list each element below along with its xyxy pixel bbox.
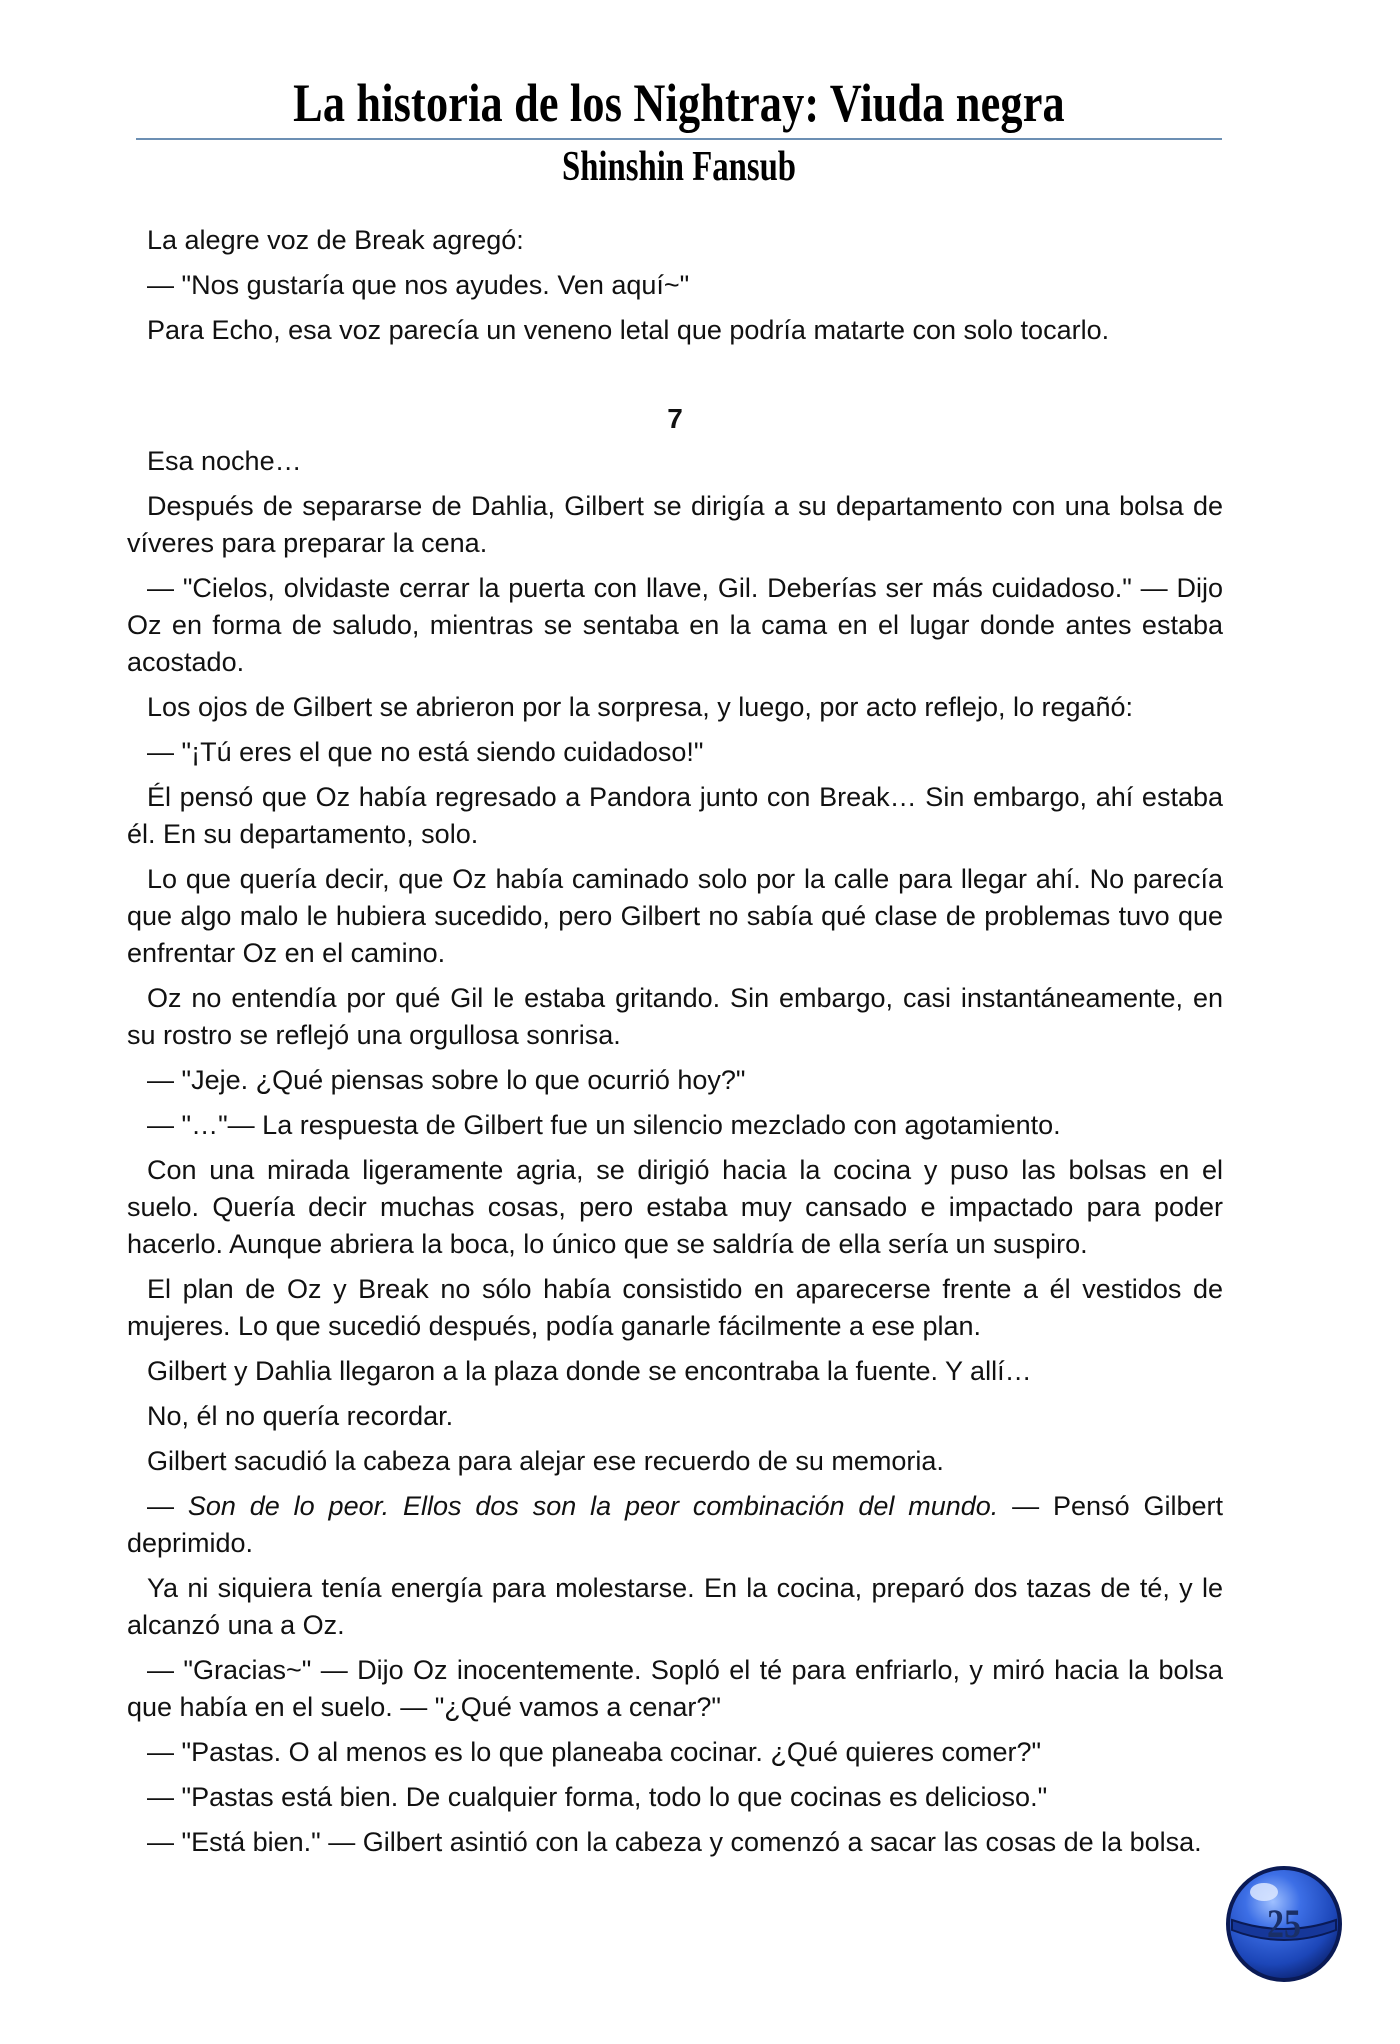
paragraph: Oz no entendía por qué Gil le estaba gritando. Sin embargo, casi instantáneamente, en su rostro se reflejó una orgullosa sonrisa. xyxy=(127,983,1223,1050)
thought-attribution: — Pensó Gilbert deprimido. xyxy=(127,1491,1223,1558)
paragraph: Para Echo, esa voz parecía un veneno letal que podría matarte con solo tocarlo. xyxy=(147,315,1110,345)
thought-dash: — xyxy=(147,1491,174,1521)
paragraph: Él pensó que Oz había regresado a Pandora junto con Break… Sin embargo, ahí estaba él. En su departamento, solo. xyxy=(127,782,1223,849)
paragraph: — "Está bien." — Gilbert asintió con la cabeza y comenzó a sacar las cosas de la bolsa. xyxy=(147,1827,1202,1857)
page-header xyxy=(136,68,1222,194)
paragraph: El plan de Oz y Break no sólo había consistido en aparecerse frente a él vestidos de mujeres. Lo que sucedió después, podía ganarle fácilmente a ese plan. xyxy=(127,1274,1223,1341)
paragraph: La alegre voz de Break agregó: xyxy=(147,225,524,255)
paragraph: Después de separarse de Dahlia, Gilbert se dirigía a su departamento con una bolsa de víveres para preparar la cena. xyxy=(127,491,1223,558)
section-number: 7 xyxy=(667,403,683,434)
page-number-badge xyxy=(1222,1862,1346,1986)
paragraph: No, él no quería recordar. xyxy=(147,1401,454,1431)
paragraph: Gilbert y Dahlia llegaron a la plaza donde se encontraba la fuente. Y allí… xyxy=(147,1356,1032,1386)
paragraph: Ya ni siquiera tenía energía para molestarse. En la cocina, preparó dos tazas de té, y le alcanzó una a Oz. xyxy=(127,1573,1223,1640)
paragraph: Con una mirada ligeramente agria, se dirigió hacia la cocina y puso las bolsas en el suelo. Quería decir muchas cosas, pero estaba muy cansado e impactado para poder hacerlo. Aunque abriera la boca, lo único que se saldría de ella sería un suspiro. xyxy=(127,1155,1223,1259)
paragraph: Gilbert sacudió la cabeza para alejar ese recuerdo de su memoria. xyxy=(147,1446,944,1476)
paragraph: Esa noche… xyxy=(147,446,302,476)
document-title: La historia de los Nightray: Viuda negra xyxy=(293,73,1065,133)
paragraph: — "Jeje. ¿Qué piensas sobre lo que ocurrió hoy?" xyxy=(147,1065,746,1095)
paragraph: — "Pastas está bien. De cualquier forma, todo lo que cocinas es delicioso." xyxy=(147,1782,1048,1812)
paragraph: — "Pastas. O al menos es lo que planeaba cocinar. ¿Qué quieres comer?" xyxy=(147,1737,1042,1767)
paragraph: Lo que quería decir, que Oz había caminado solo por la calle para llegar ahí. No parecía que algo malo le hubiera sucedido, pero Gilbert no sabía qué clase de problemas tuvo que enfrentar Oz en el camino. xyxy=(127,864,1223,968)
page-number: 25 xyxy=(1267,1901,1301,1946)
paragraph: — "¡Tú eres el que no está siendo cuidadoso!" xyxy=(147,737,704,767)
paragraph: — "Gracias~" — Dijo Oz inocentemente. Sopló el té para enfriarlo, y miró hacia la bolsa que había en el suelo. — "¿Qué vamos a cenar?" xyxy=(127,1655,1223,1722)
document-body xyxy=(127,222,1223,1869)
paragraph: — "…"— La respuesta de Gilbert fue un silencio mezclado con agotamiento. xyxy=(147,1110,1061,1140)
document-subtitle: Shinshin Fansub xyxy=(561,144,797,190)
paragraph-thought xyxy=(127,1488,1223,1562)
paragraph: — "Cielos, olvidaste cerrar la puerta con llave, Gil. Deberías ser más cuidadoso." — Dijo Oz en forma de saludo, mientras se sentaba en la cama en el lugar donde antes estaba acostado. xyxy=(127,573,1223,677)
thought-text: Son de lo peor. Ellos dos son la peor combinación del mundo. xyxy=(187,1491,999,1521)
paragraph: — "Nos gustaría que nos ayudes. Ven aquí~" xyxy=(147,270,690,300)
paragraph: Los ojos de Gilbert se abrieron por la sorpresa, y luego, por acto reflejo, lo regañó: xyxy=(147,692,1134,722)
